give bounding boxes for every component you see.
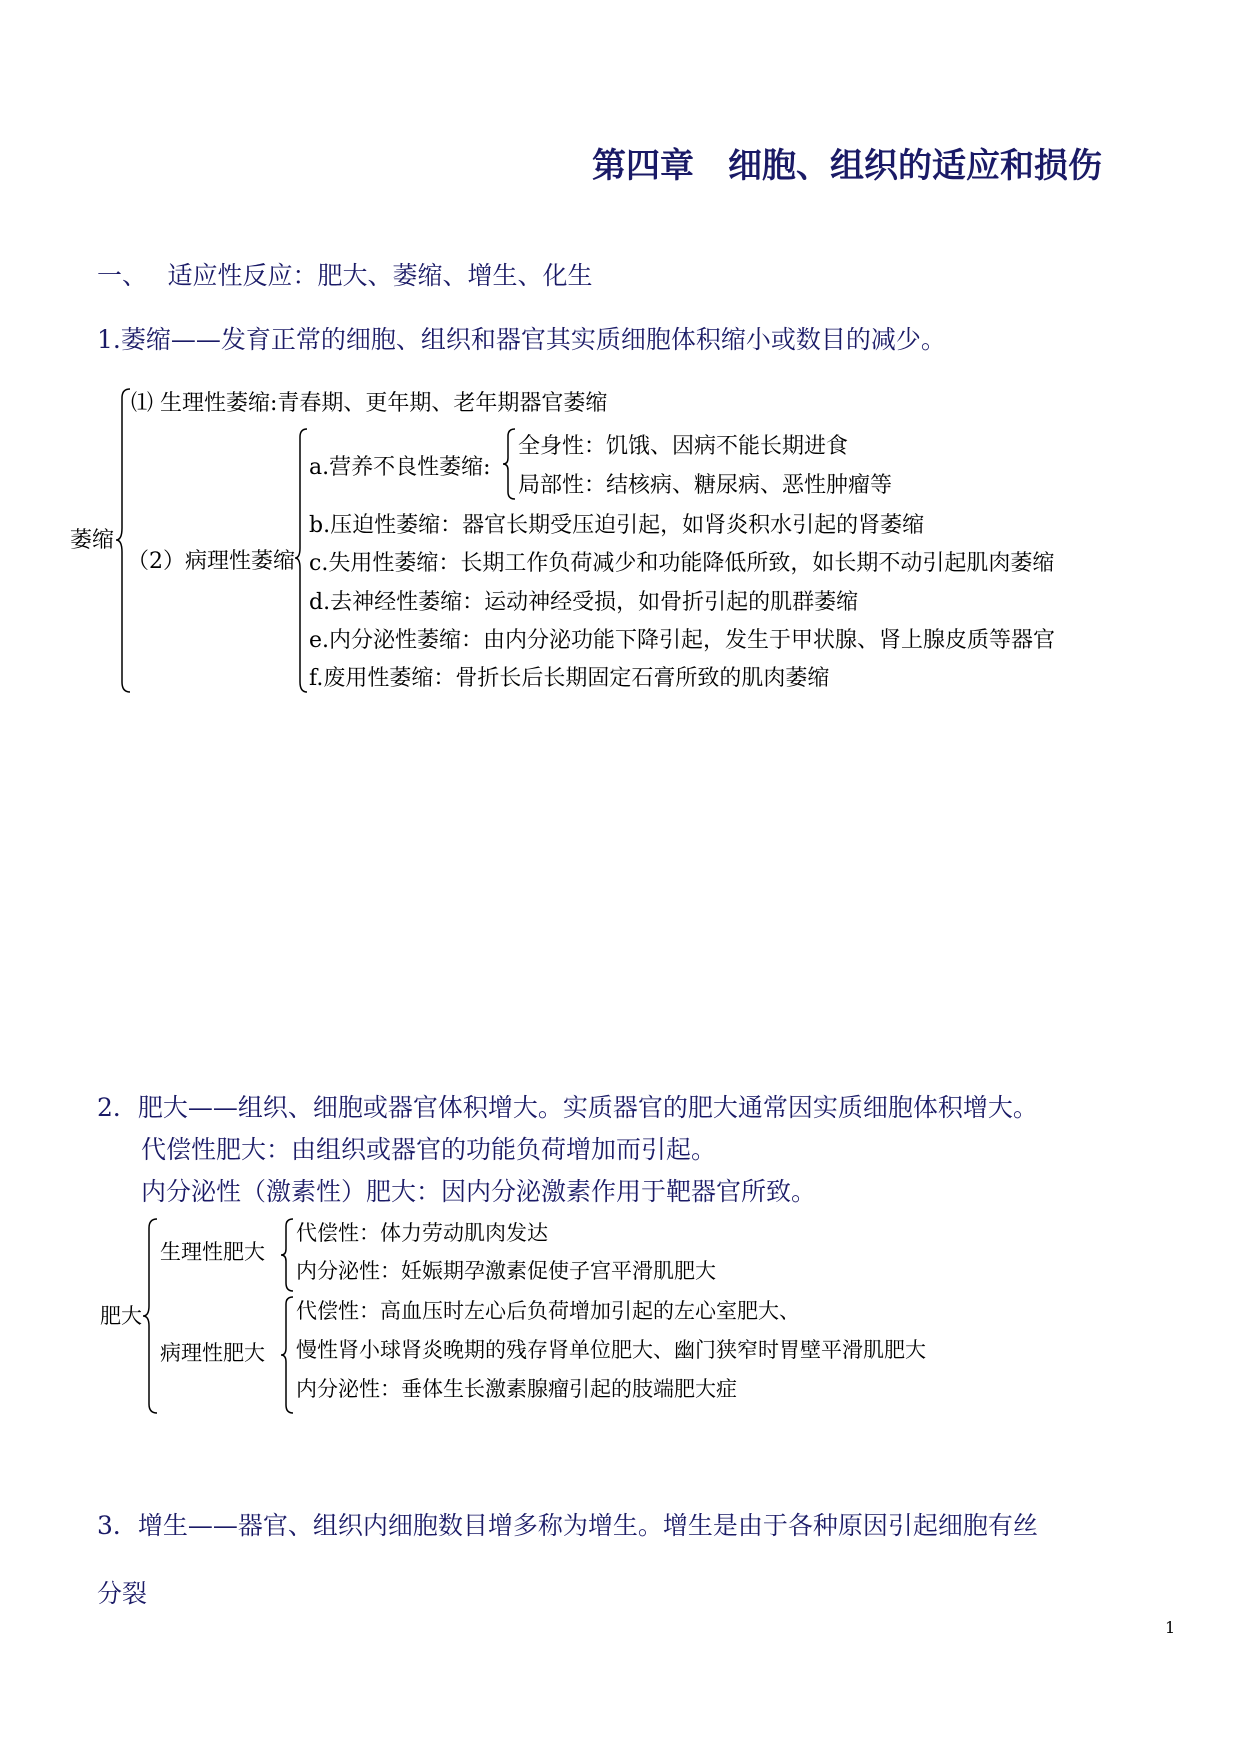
physio-endocrine: 内分泌性：妊娠期孕激素促使子宫平滑肌肥大 [296,1259,716,1283]
hypertrophy-pathological: 病理性肥大 [160,1341,265,1365]
atrophy-local: 局部性：结核病、糖尿病、恶性肿瘤等 [518,473,893,498]
atrophy-brace [118,388,132,693]
atrophy-root-label: 萎缩 [70,528,115,553]
atrophy-physiological: ⑴ 生理性萎缩:青春期、更年期、老年期器官萎缩 [131,391,608,416]
atrophy-item-b: b.压迫性萎缩：器官长期受压迫引起，如肾炎积水引起的肾萎缩 [309,513,925,538]
physiological-brace [283,1218,295,1292]
atrophy-heading: 1.萎缩——发育正常的细胞、组织和器官其实质细胞体积缩小或数目的减少。 [97,325,946,354]
pathological-brace [297,428,309,693]
patho-compensatory: 代偿性：高血压时左心后负荷增加引起的左心室肥大、 [296,1299,800,1323]
atrophy-malnutrition-label: a.营养不良性萎缩: [309,455,491,480]
hyperplasia-heading: 3．增生——器官、组织内细胞数目增多称为增生。增生是由于各种原因引起细胞有丝 [97,1511,1038,1540]
patho-endocrine: 内分泌性：垂体生长激素腺瘤引起的肢端肥大症 [296,1377,737,1401]
hypertrophy-endocrine: 内分泌性（激素性）肥大：因内分泌激素作用于靶器官所致。 [141,1177,817,1206]
atrophy-whole-body: 全身性：饥饿、因病不能长期进食 [518,434,849,459]
atrophy-pathological: （2）病理性萎缩 [127,549,295,574]
page-number: 1 [1165,1618,1176,1637]
atrophy-item-e: e.内分泌性萎缩：由内分泌功能下降引起，发生于甲状腺、肾上腺皮质等器官 [309,628,1056,653]
chapter-title: 第四章 细胞、组织的适应和损伤 [592,146,1102,186]
hypertrophy-compensatory: 代偿性肥大：由组织或器官的功能负荷增加而引起。 [141,1135,717,1164]
atrophy-item-d: d.去神经性萎缩：运动神经受损，如骨折引起的肌群萎缩 [309,590,859,615]
section-heading: 一、 适应性反应：肥大、萎缩、增生、化生 [97,261,593,290]
hyperplasia-continued: 分裂 [97,1579,148,1608]
malnutrition-brace [505,428,517,500]
physio-compensatory: 代偿性：体力劳动肌肉发达 [296,1221,548,1245]
hypertrophy-physiological: 生理性肥大 [160,1240,265,1264]
atrophy-item-c: c.失用性萎缩：长期工作负荷减少和功能降低所致，如长期不动引起肌肉萎缩 [309,551,1055,576]
hypertrophy-root-label: 肥大 [100,1304,142,1328]
patho-kidney: 慢性肾小球肾炎晚期的残存肾单位肥大、幽门狭窄时胃壁平滑肌肥大 [296,1338,926,1362]
pathological-hyper-brace [283,1296,295,1414]
hypertrophy-brace [145,1218,159,1414]
hypertrophy-heading: 2．肥大——组织、细胞或器官体积增大。实质器官的肥大通常因实质细胞体积增大。 [97,1093,1038,1122]
atrophy-item-f: f.废用性萎缩：骨折长后长期固定石膏所致的肌肉萎缩 [309,666,830,691]
